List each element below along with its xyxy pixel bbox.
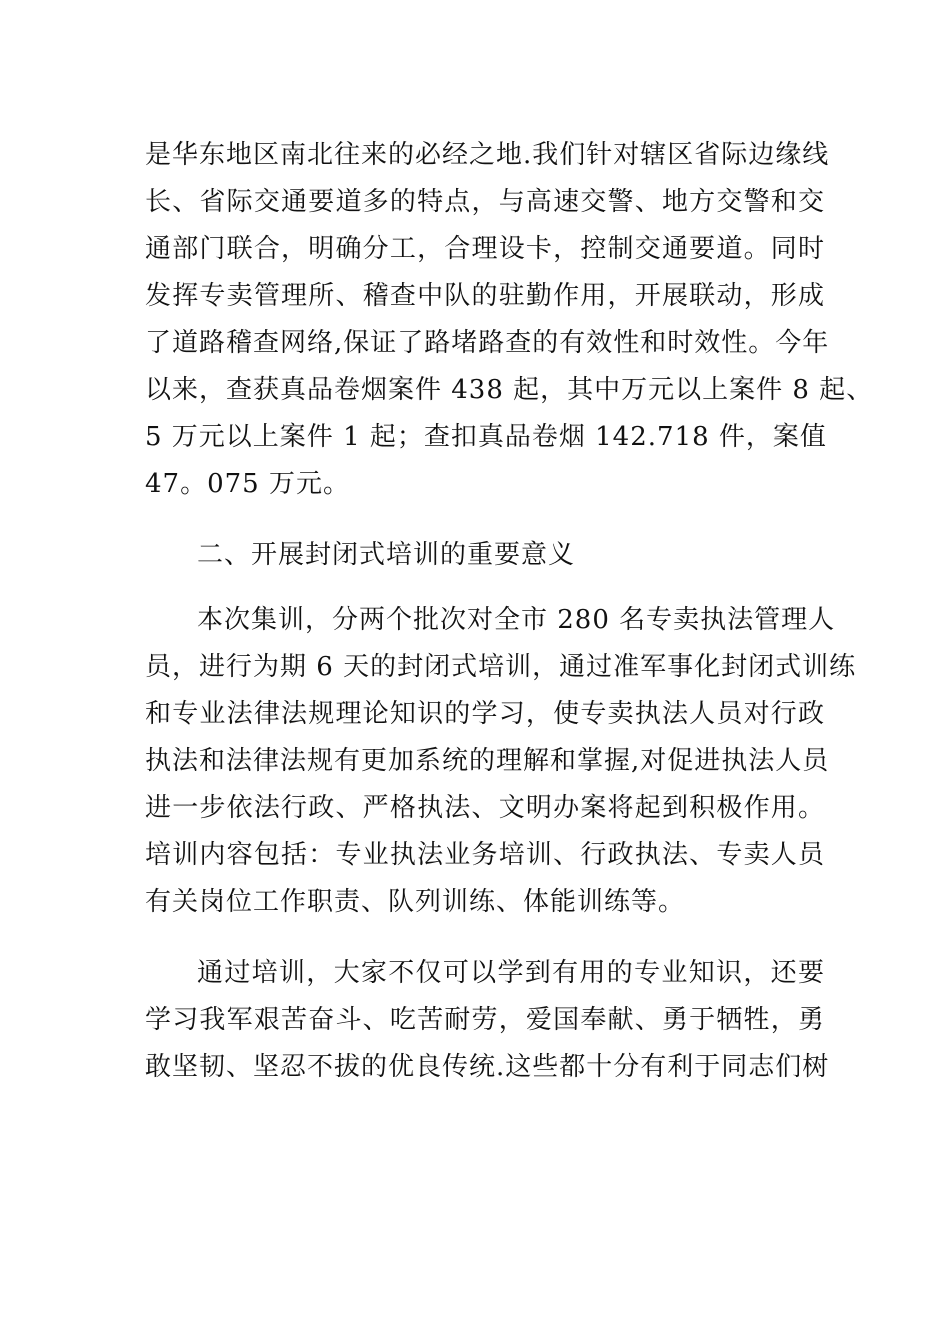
text-line: 培训内容包括：专业执法业务培训、行政执法、专卖人员 [145,840,825,870]
text-line: 以来，查获真品卷烟案件 438 起，其中万元以上案件 8 起、 [145,375,874,405]
section-heading-text: 二、开展封闭式培训的重要意义 [197,540,576,570]
document-page [145,132,874,1091]
text-line: 了道路稽查网络,保证了路堵路查的有效性和时效性。今年 [145,328,830,358]
paragraph-spacer [145,508,825,532]
text-line: 5 万元以上案件 1 起；查扣真品卷烟 142.718 件，案值 [145,422,827,452]
paragraph-1 [145,132,874,508]
paragraph-spacer [145,926,825,950]
text-line: 和专业法律法规理论知识的学习，使专卖执法人员对行政 [145,699,825,729]
paragraph-2 [145,597,857,926]
text-line: 进一步依法行政、严格执法、文明办案将起到积极作用。 [145,793,825,823]
paragraph-spacer [145,579,825,597]
text-line: 通过培训，大家不仅可以学到有用的专业知识，还要 [197,958,825,988]
paragraph-3 [145,950,830,1091]
text-line: 通部门联合，明确分工，合理设卡，控制交通要道。同时 [145,234,825,264]
text-line: 执法和法律法规有更加系统的理解和掌握,对促进执法人员 [145,746,830,776]
text-line: 是华东地区南北往来的必经之地.我们针对辖区省际边缘线 [145,140,830,170]
text-line: 长、省际交通要道多的特点，与高速交警、地方交警和交 [145,187,825,217]
text-line: 发挥专卖管理所、稽查中队的驻勤作用，开展联动，形成 [145,281,825,311]
text-line: 敢坚韧、坚忍不拔的优良传统.这些都十分有利于同志们树 [145,1052,830,1082]
section-heading [145,532,825,579]
text-line: 有关岗位工作职责、队列训练、体能训练等。 [145,887,686,917]
text-line: 学习我军艰苦奋斗、吃苦耐劳，爱国奉献、勇于牺牲，勇 [145,1005,825,1035]
text-line: 员，进行为期 6 天的封闭式培训，通过准军事化封闭式训练 [145,652,857,682]
text-line: 47。075 万元。 [145,469,350,499]
text-line: 本次集训，分两个批次对全市 280 名专卖执法管理人 [197,605,836,635]
